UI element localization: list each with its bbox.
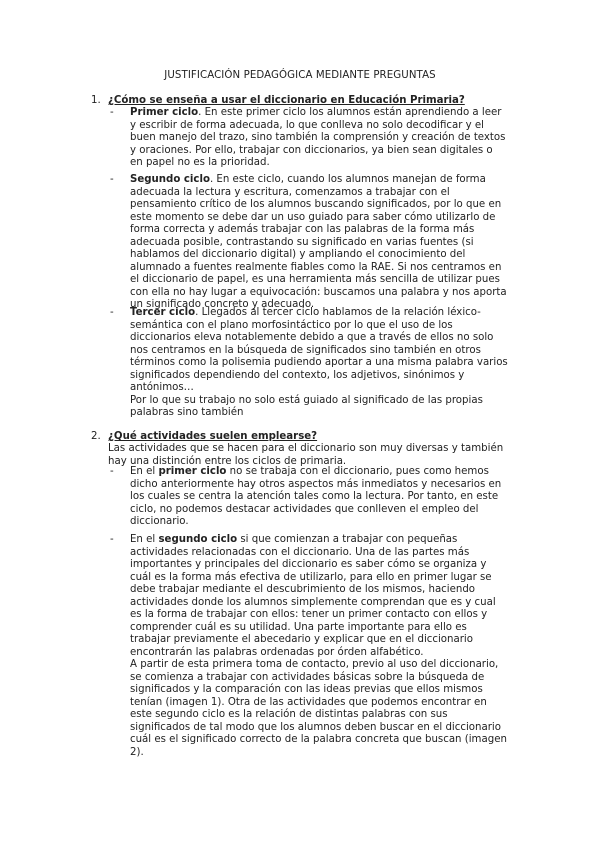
item-pre: En el <box>130 534 159 545</box>
bullet-dash: - <box>110 534 114 545</box>
question-2-number: 2. <box>91 431 101 442</box>
question-1-number: 1. <box>91 95 101 106</box>
bullet-dash: - <box>110 466 114 477</box>
item-text: . Llegados al tercer ciclo hablamos de la relación léxico-semántica con el plano morfosintáctico por lo que el uso de los diccionarios eleva notablemente debido a que a través de ellos no solo nos centramos en la búsqueda de significados sino también en otros términos como la polisemia pudiendo aportar a una misma palabra varios significados dependiendo del contexto, los adjetivos, sinónimos y antónimos… <box>130 307 508 393</box>
item-extra-text: Por lo que su trabajo no solo está guiado al significado de las propias palabras sino también <box>130 394 483 418</box>
item-text: si que comienzan a trabajar con pequeñas actividades relacionadas con el diccionario. Una de las partes más importantes y principales del diccionario es saber cómo se organiza y cuál es la forma más efectiva de utilizarlo, para ello en primer lugar se debe trabajar mediante el descubrimiento de los mismos, haciendo actividades donde los alumnos simplemente comprendan que es y cual es la forma de trabajar con ellos: tener un primer contacto con ellos y comprender cuál es su utilidad. Una parte importante para ello es trabajar previamente el abecedario y explicar que en el diccionario encontrarán las palabras ordenadas por órden alfabético. <box>130 534 496 658</box>
bullet-dash: - <box>110 307 114 318</box>
question-2-heading <box>91 431 317 444</box>
question-1-heading <box>91 95 465 108</box>
question-2-text: ¿Qué actividades suelen emplearse? <box>108 431 318 442</box>
q1-item-primer-ciclo <box>110 107 508 170</box>
q2-item-primer-ciclo <box>110 466 508 529</box>
item-extra-text: A partir de esta primera toma de contacto, previo al uso del diccionario, se comienza a trabajar con actividades básicas sobre la búsqueda de significados y la comparación con las ideas previas que ellos mismos tenían (imagen 1). Otra de las actividades que podemos encontrar en este segundo ciclo es la relación de distintas palabras con sus significados de tal modo que los alumnos deben buscar en el diccionario cuál es el significado correcto de la palabra concreta que buscan (imagen 2). <box>130 659 507 758</box>
item-text: . En este primer ciclo los alumnos están aprendiendo a leer y escribir de forma adecuada, lo que conlleva no solo decodificar y el buen manejo del trazo, sino también la comprensión y creación de textos y oraciones. Por ello, trabajar con diccionarios, ya bien sean digitales o en papel no es la prioridad. <box>130 107 506 168</box>
q1-item-segundo-ciclo <box>110 174 508 312</box>
item-label: primer ciclo <box>158 466 227 477</box>
item-pre: En el <box>130 466 159 477</box>
bullet-dash: - <box>110 174 114 185</box>
bullet-dash: - <box>110 107 114 118</box>
item-text: . En este ciclo, cuando los alumnos manejan de forma adecuada la lectura y escritura, comenzamos a trabajar con el pensamiento crítico de los alumnos buscando significados, por lo que en este momento se debe dar un uso guiado para saber cómo utilizarlo de forma correcta y además trabajar con las palabras de la forma más adecuada posible, contrastando su significado en varias fuentes (si hablamos del diccionario digital) y ampliando el conocimiento del alumnado a fuentes realmente fiables como la RAE. Si nos centramos en el diccionario de papel, es una herramienta más sencilla de utilizar pues con ella no hay lugar a equivocación: buscamos una palabra y nos aporta un significado concreto y adecuado. <box>130 174 507 310</box>
question-2-intro: Las actividades que se hacen para el diccionario son muy diversas y también hay una distinción entre los ciclos de primaria. <box>108 443 504 467</box>
q2-item-segundo-ciclo <box>110 534 508 759</box>
item-text: no se trabaja con el diccionario, pues como hemos dicho anteriormente hay otros aspectos más inmediatos y necesarios en los cuales se centra la atención tales como la lectura. Por tanto, en este ciclo, no podemos destacar actividades que conlleven el empleo del diccionario. <box>130 466 502 527</box>
item-label: Tercer ciclo <box>130 307 196 318</box>
item-label: Primer ciclo <box>130 107 199 118</box>
item-label: Segundo ciclo <box>130 174 210 185</box>
page-title: JUSTIFICACIÓN PEDAGÓGICA MEDIANTE PREGUNTAS <box>164 70 436 81</box>
item-label: segundo ciclo <box>158 534 238 545</box>
q1-item-tercer-ciclo <box>110 307 508 420</box>
question-1-text: ¿Cómo se enseña a usar el diccionario en Educación Primaria? <box>108 95 465 106</box>
